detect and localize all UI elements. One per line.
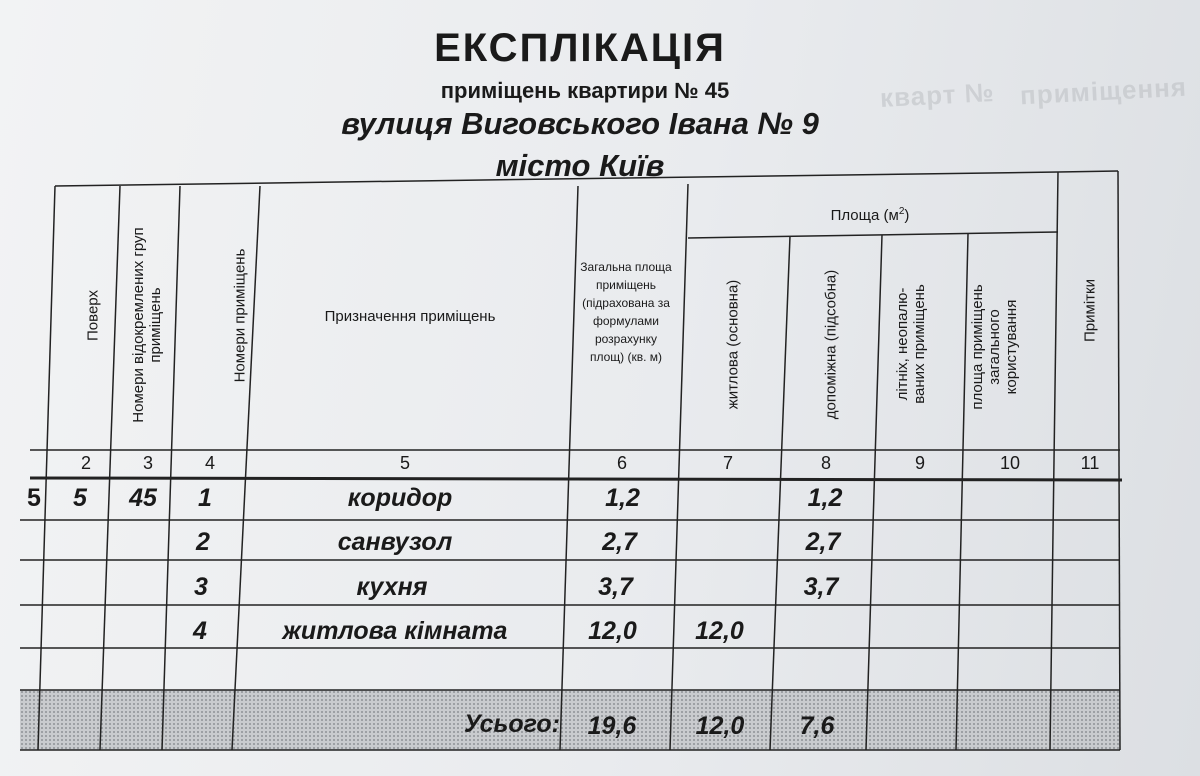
header-purpose: Призначення приміщень — [324, 308, 496, 325]
totals-aux-area: 7,6 — [799, 712, 835, 740]
room-number: 1 — [198, 484, 212, 512]
room-total-area: 2,7 — [602, 528, 637, 556]
room-living-area: 12,0 — [695, 617, 744, 645]
column-number: 11 — [1080, 453, 1100, 473]
header-summer-area: літніх, неопалю-ваних приміщень — [894, 284, 928, 404]
header-living-area: житлова (основна) — [724, 279, 742, 410]
header-floor: Поверх — [84, 290, 102, 341]
room-purpose: санвузол — [337, 528, 453, 556]
header-notes: Примітки — [1081, 279, 1099, 342]
bleed-through-text: приміщення — [1019, 71, 1188, 111]
document-subtitle: приміщень квартири № 45 — [440, 78, 730, 103]
room-purpose: коридор — [347, 484, 453, 512]
room-aux-area: 1,2 — [807, 484, 843, 512]
room-purpose: кухня — [356, 573, 428, 601]
row-floor: 5 — [73, 484, 87, 512]
document-title: ЕКСПЛІКАЦІЯ — [434, 26, 726, 70]
header-common-area: площа приміщень загального користування — [969, 284, 1020, 410]
column-number: 7 — [722, 453, 733, 473]
room-number: 4 — [193, 617, 207, 645]
column-number: 6 — [616, 453, 627, 473]
totals-living-area: 12,0 — [695, 712, 745, 740]
column-number: 5 — [399, 453, 410, 473]
room-total-area: 12,0 — [588, 617, 637, 645]
column-number: 9 — [914, 453, 925, 473]
header-auxiliary-area: допоміжна (підсобна) — [822, 269, 840, 420]
document-street: вулиця Виговського Івана № 9 — [341, 106, 819, 141]
room-number: 2 — [196, 528, 210, 556]
room-aux-area: 2,7 — [805, 528, 841, 556]
header-area-group: Площа $(м^2)$ — [830, 206, 910, 224]
totals-total-area: 19,6 — [587, 712, 637, 740]
column-number: 3 — [142, 453, 153, 473]
column-number: 8 — [820, 453, 831, 473]
room-purpose: житлова кімната — [282, 617, 508, 645]
column-number: 2 — [80, 453, 91, 473]
row-floor-fragment: 5 — [27, 484, 41, 512]
row-group: 45 — [129, 484, 157, 512]
bleed-through-text: кварт № — [879, 77, 996, 113]
header-group-numbers: Номери відокремлених груп приміщень — [130, 227, 164, 423]
room-total-area: 1,2 — [605, 484, 640, 512]
header-room-numbers: Номери приміщень — [231, 248, 249, 383]
document-city: місто Київ — [495, 148, 665, 183]
column-number: 10 — [999, 453, 1021, 473]
column-number: 4 — [204, 453, 215, 473]
room-aux-area: 3,7 — [803, 573, 839, 601]
header-total-area: Загальна площа приміщень (підрахована за формулами розрахунку площ) (кв. м) — [580, 260, 672, 364]
totals-label: Усього: — [463, 710, 560, 738]
room-total-area: 3,7 — [598, 573, 633, 601]
room-number: 3 — [194, 573, 208, 601]
